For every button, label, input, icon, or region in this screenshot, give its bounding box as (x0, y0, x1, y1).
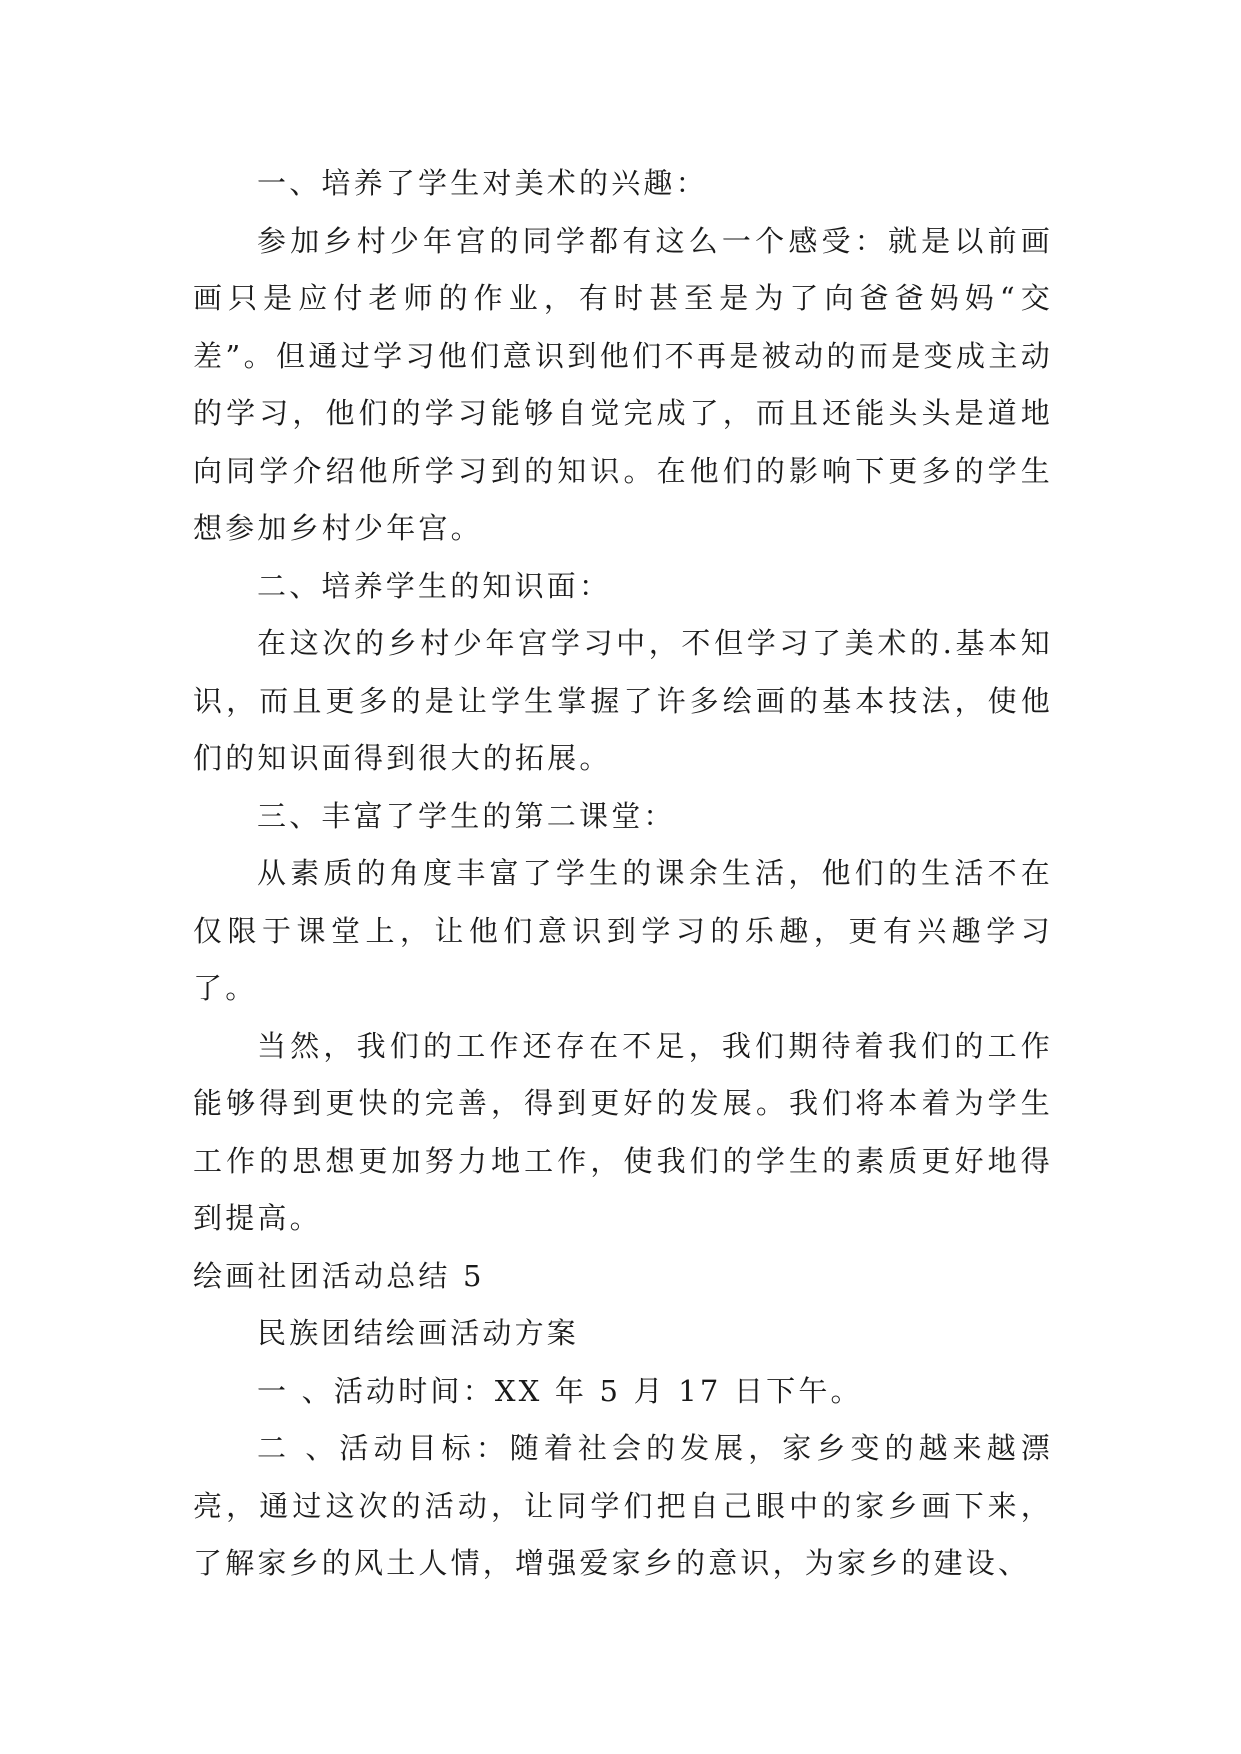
paragraph-second-classroom: 从素质的角度丰富了学生的课余生活，他们的生活不在仅限于课堂上，让他们意识到学习的乐趣，更有兴趣学习了。 (193, 856, 1053, 1005)
plan-title: 民族团结绘画活动方案 (257, 1316, 580, 1350)
paragraph-knowledge: 在这次的乡村少年宫学习中，不但学习了美术的.基本知识，而且更多的是让学生掌握了许多绘画的基本技法，使他们的知识面得到很大的拓展。 (193, 626, 1053, 775)
article-title: 绘画社团活动总结 5 (193, 1258, 485, 1293)
plan-item-goal: 二 、活动目标：随着社会的发展，家乡变的越来越漂亮，通过这次的活动，让同学们把自己眼中的家乡画下来，了解家乡的风土人情，增强爱家乡的意识，为家乡的建设、 (193, 1431, 1053, 1580)
section-heading-interest: 一、培养了学生对美术的兴趣： (257, 166, 708, 200)
plan-item-time: 一 、活动时间：XX 年 5 月 17 日下午。 (257, 1373, 863, 1408)
section-heading-second-classroom: 三、丰富了学生的第二课堂： (257, 798, 676, 833)
paragraph-conclusion: 当然，我们的工作还存在不足，我们期待着我们的工作能够得到更快的完善，得到更好的发展。我们将本着为学生工作的思想更加努力地工作，使我们的学生的素质更好地得到提高。 (193, 1028, 1053, 1235)
paragraph-interest: 参加乡村少年宫的同学都有这么一个感受：就是以前画画只是应付老师的作业，有时甚至是为了向爸爸妈妈“交差”。但通过学习他们意识到他们不再是被动的而是变成主动的学习，他们的学习能够自觉完成了，而且还能头头是道地向同学介绍他所学习到的知识。在他们的影响下更多的学生想参加乡村少年宫。 (193, 223, 1053, 545)
section-heading-knowledge: 二、培养学生的知识面： (257, 568, 612, 603)
document-body (193, 155, 1053, 1593)
